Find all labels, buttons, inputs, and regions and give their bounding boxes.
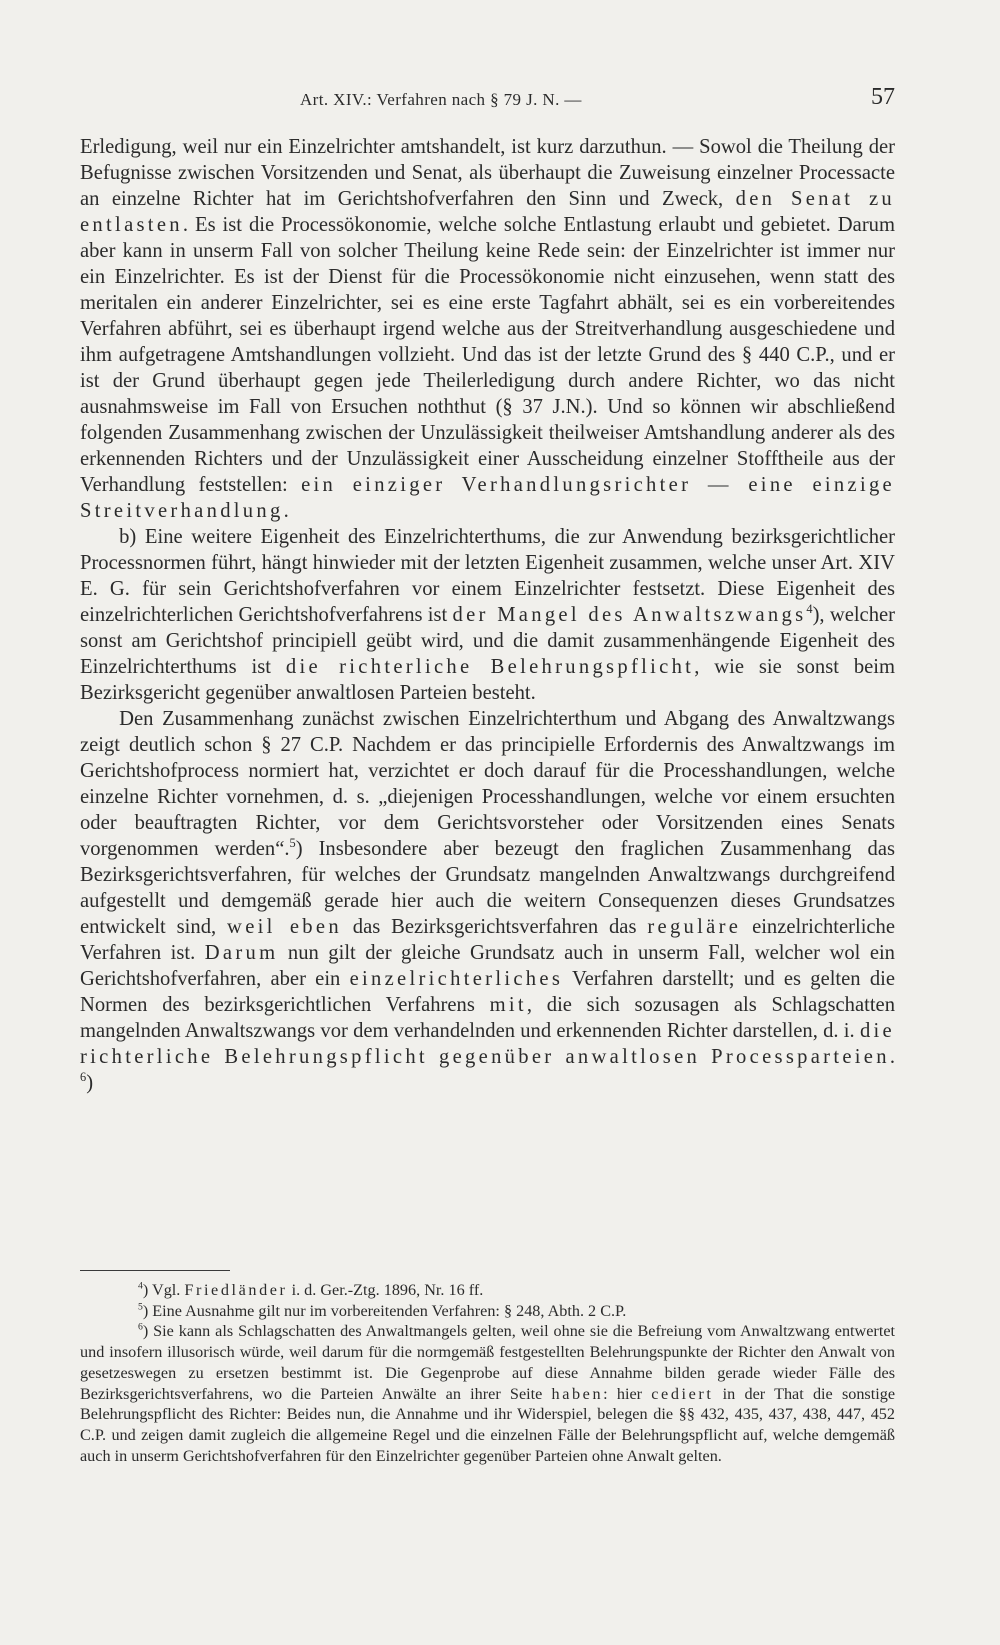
- spaced-emphasis: die richterliche Belehrungspflicht: [285, 656, 695, 678]
- footnote-marker: 5: [138, 1301, 143, 1313]
- spaced-emphasis: mit: [489, 994, 527, 1016]
- text-run: das Bezirksgerichtsverfahren das: [341, 916, 648, 938]
- spaced-emphasis: ein einziger Verhandlungsrichter — eine einzige Streitverhandlung: [80, 474, 895, 522]
- page-number: 57: [871, 84, 895, 110]
- spaced-emphasis: haben: [551, 1384, 604, 1403]
- text-run: .: [283, 500, 289, 522]
- footnote-divider: [80, 1270, 230, 1271]
- footnote: [80, 1321, 895, 1466]
- text-run: : hier: [603, 1384, 652, 1403]
- text-run: b) Eine weitere Eigenheit des Einzelrichterthums, die zur Anwendung bezirksgerichtlicher Processnormen führt, hängt hinwieder mit der letzten Eigenheit zusammen, welche unser Art. XIV E. G. für sein Gerichtshofverfahren vor einem Einzelrichter festsetzt. Diese Eigenheit des einzelrichterlichen Gerichtshofverfahrens ist: [80, 526, 895, 626]
- footnote-marker: 5: [289, 835, 296, 850]
- spaced-emphasis: cediert: [651, 1384, 714, 1403]
- text-run: nun gilt der gleiche Grundsatz auch in unserm Fall, welcher wol ein Gerichtshofverfahren, aber ein: [80, 942, 895, 990]
- text-run: Verfahren darstellt; und es gelten die Normen des bezirksgerichtlichen Verfahrens: [80, 968, 895, 1016]
- text-run: ): [86, 1072, 94, 1094]
- text-run: ) Vgl.: [142, 1281, 185, 1299]
- footnote: [80, 1280, 895, 1301]
- paragraph: [80, 134, 895, 524]
- spaced-emphasis: der Mangel des Anwaltszwangs: [452, 604, 807, 626]
- spaced-emphasis: Darum: [204, 942, 279, 964]
- body-text: [80, 134, 895, 1096]
- spaced-emphasis: einzelrichterliches: [349, 968, 564, 990]
- text-run: Erledigung, weil nur ein Einzelrichter amtshandelt, ist kurz darzuthun. — Sowol die Theilung der Befugnisse zwischen Vorsitzenden und Senat, als überhaupt die Zuweisung einzelner Processacte an einzelne Richter hat im Gerichtshofverfahren den Sinn und Zweck,: [80, 136, 895, 210]
- spaced-emphasis: den Senat zu entlasten: [80, 188, 895, 236]
- text-run: .: [889, 1046, 895, 1068]
- running-head: [80, 84, 895, 118]
- spaced-emphasis: reguläre: [647, 916, 742, 938]
- text-run: , wie sie sonst beim Bezirksgericht gegenüber anwaltlosen Parteien besteht.: [80, 656, 895, 704]
- footnote: [80, 1301, 895, 1322]
- paragraph: [80, 524, 895, 706]
- footnote-marker: 4: [806, 601, 813, 616]
- footnote-marker: 4: [138, 1280, 143, 1292]
- spaced-emphasis: weil eben: [227, 916, 342, 938]
- text-run: ) Sie kann als Schlagschatten des Anwaltmangels gelten, weil ohne sie die Befreiung vom Anwaltzwang entwertet und insofern illusorisch würde, weil darum für die normgemäß festgestellten Belehrungspunkte der Richter den Anwalt von gesetzeswegen zu ersetzen bestimmt ist. Die Gegenprobe auf diese Annahme bilden gerade wieder Fälle des Bezirksgerichtsverfahrens, wo die Parteien Anwälte an ihrer Seite: [80, 1322, 895, 1403]
- text-run: ), welcher sonst am Gerichtshof principiell geübt wird, und die damit zusammenhängende Eigenheit des Einzelrichterthums ist: [80, 604, 895, 678]
- spaced-emphasis: Friedländer: [184, 1281, 288, 1299]
- text-run: , die sich sozusagen als Schlagschatten mangelnden Anwaltszwangs vor dem verhandelnden und erkennenden Richter darstellen, d. i.: [80, 994, 895, 1042]
- footnote-marker: 6: [80, 1069, 87, 1084]
- footnotes: [80, 1280, 895, 1466]
- text-run: in der That die sonstige Belehrungspflicht des Richter: Beides nun, die Annahme und ihr Widerspiel, belegen die §§ 432, 435, 437, 438, 447, 452 C.P. und zeigen damit zugleich die allgemeine Regel und die einzelnen Fälle der Belehrungspflicht auf, welche demgemäß auch in unserm Gerichtshofverfahren für den Einzelrichter gegenüber Parteien ohne Anwalt gelten.: [80, 1384, 896, 1465]
- text-run: ) Insbesondere aber bezeugt den fraglichen Zusammenhang das Bezirksgerichtsverfahren, für welches der Grundsatz mangelnden Anwaltzwangs durchgreifend aufgestellt und demgemäß gerade hier auch die weitern Consequenzen dieses Grundsatzes entwickelt sind,: [80, 838, 895, 938]
- running-head-title: Art. XIV.: Verfahren nach § 79 J. N. —: [300, 90, 582, 109]
- paragraph: [80, 706, 895, 1096]
- text-run: ) Eine Ausnahme gilt nur im vorbereitenden Verfahren: § 248, Abth. 2 C.P.: [142, 1301, 627, 1320]
- text-run: . Es ist die Processökonomie, welche solche Entlastung erlaubt und gebietet. Darum aber kann in unserm Fall von solcher Theilung keine Rede sein: der Einzelrichter ist immer nur ein Einzelrichter. Es ist der Dienst für die Processökonomie nicht einzusehen, wenn statt des meritalen ein anderer Einzelrichter, sei es eine erste Tagfahrt abhält, sei es ein vorbereitendes Verfahren abführt, sei es überhaupt irgend welche aus der Streitverhandlung ausgeschiedene und ihm aufgetragene Amtshandlungen vollzieht. Und das ist der letzte Grund des § 440 C.P., und er ist der Grund überhaupt gegen jede Theilerledigung durch andere Richter, wo das nicht ausnahmsweise im Fall von Ersuchen noththut (§ 37 J.N.). Und so können wir abschließend folgenden Zusammenhang zwischen der Unzulässigkeit theilweiser Amtshandlung anderer als des erkennenden Richters und der Unzulässigkeit einer Ausscheidung einzelner Stofftheile aus der Verhandlung feststellen:: [80, 214, 895, 496]
- text-run: Den Zusammenhang zunächst zwischen Einzelrichterthum und Abgang des Anwaltzwangs zeigt deutlich schon § 27 C.P. Nachdem er das principielle Erfordernis des Anwaltzwangs im Gerichtshofprocess normiert hat, verzichtet er doch darauf für die Processhandlungen, welche einzelne Richter vornehmen, d. s. „diejenigen Processhandlungen, welche vor einem ersuchten oder beauftragten Richter, vor dem Gerichtsvorsteher oder Vorsitzenden eines Senats vorgenommen werden“.: [80, 708, 895, 860]
- text-run: i. d. Ger.-Ztg. 1896, Nr. 16 ff.: [287, 1281, 484, 1299]
- footnote-marker: 6: [138, 1322, 143, 1334]
- spaced-emphasis: die richterliche Belehrungspflicht gegenüber anwaltlosen Processparteien: [80, 1020, 895, 1068]
- text-run: einzelrichterliche Verfahren ist.: [80, 916, 895, 964]
